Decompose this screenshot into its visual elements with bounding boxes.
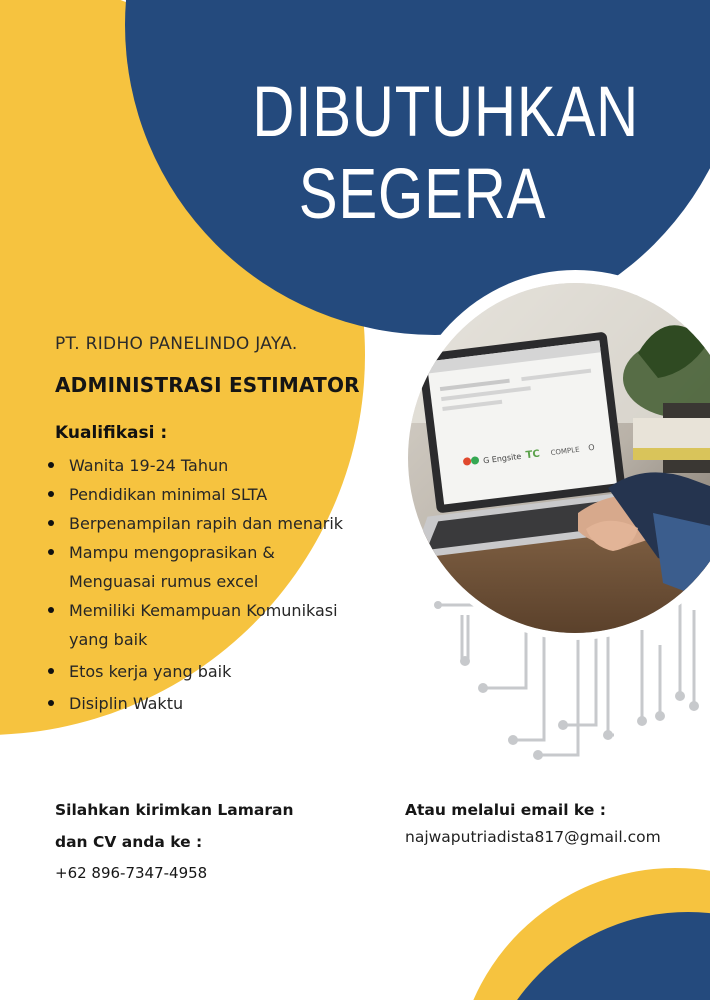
qualification-item: Disiplin Waktu xyxy=(48,689,388,718)
qualifications-heading: Kualifikasi : xyxy=(55,423,168,443)
bullet-icon xyxy=(48,491,54,497)
company-name: PT. RIDHO PANELINDO JAYA. xyxy=(55,334,298,354)
qualification-item: Pendidikan minimal SLTA xyxy=(48,480,388,509)
bullet-icon xyxy=(48,520,54,526)
qualification-item: Etos kerja yang baik xyxy=(48,657,388,686)
email-address: najwaputriadista817@gmail.com xyxy=(405,828,661,846)
screen-text-comple: COMPLE xyxy=(550,445,580,458)
qualification-item: Wanita 19-24 Tahun xyxy=(48,451,388,480)
qualification-item: Mampu mengoprasikan & Menguasai rumus excel xyxy=(48,538,388,596)
job-title: ADMINISTRASI ESTIMATOR xyxy=(55,373,360,397)
qualifications-list xyxy=(48,451,388,718)
screen-text-engsite: G Engsite xyxy=(482,451,522,466)
apply-instructions: Silahkan kirimkan Lamaran dan CV anda ke : xyxy=(55,801,294,851)
email-heading: Atau melalui email ke : xyxy=(405,801,606,819)
screen-text-tc: TC xyxy=(525,448,541,462)
bullet-icon xyxy=(48,549,54,555)
qualification-item: Berpenampilan rapih dan menarik xyxy=(48,509,388,538)
headline: DIBUTUHKAN SEGERA xyxy=(252,73,640,234)
phone-number: +62 896-7347-4958 xyxy=(55,864,208,882)
bullet-icon xyxy=(48,700,54,706)
bullet-icon xyxy=(48,462,54,468)
qualification-item: Memiliki Kemampuan Komunikasi yang baik xyxy=(48,596,388,654)
screen-text-o: O xyxy=(587,442,596,453)
bullet-icon xyxy=(48,607,54,613)
bullet-icon xyxy=(48,668,54,674)
